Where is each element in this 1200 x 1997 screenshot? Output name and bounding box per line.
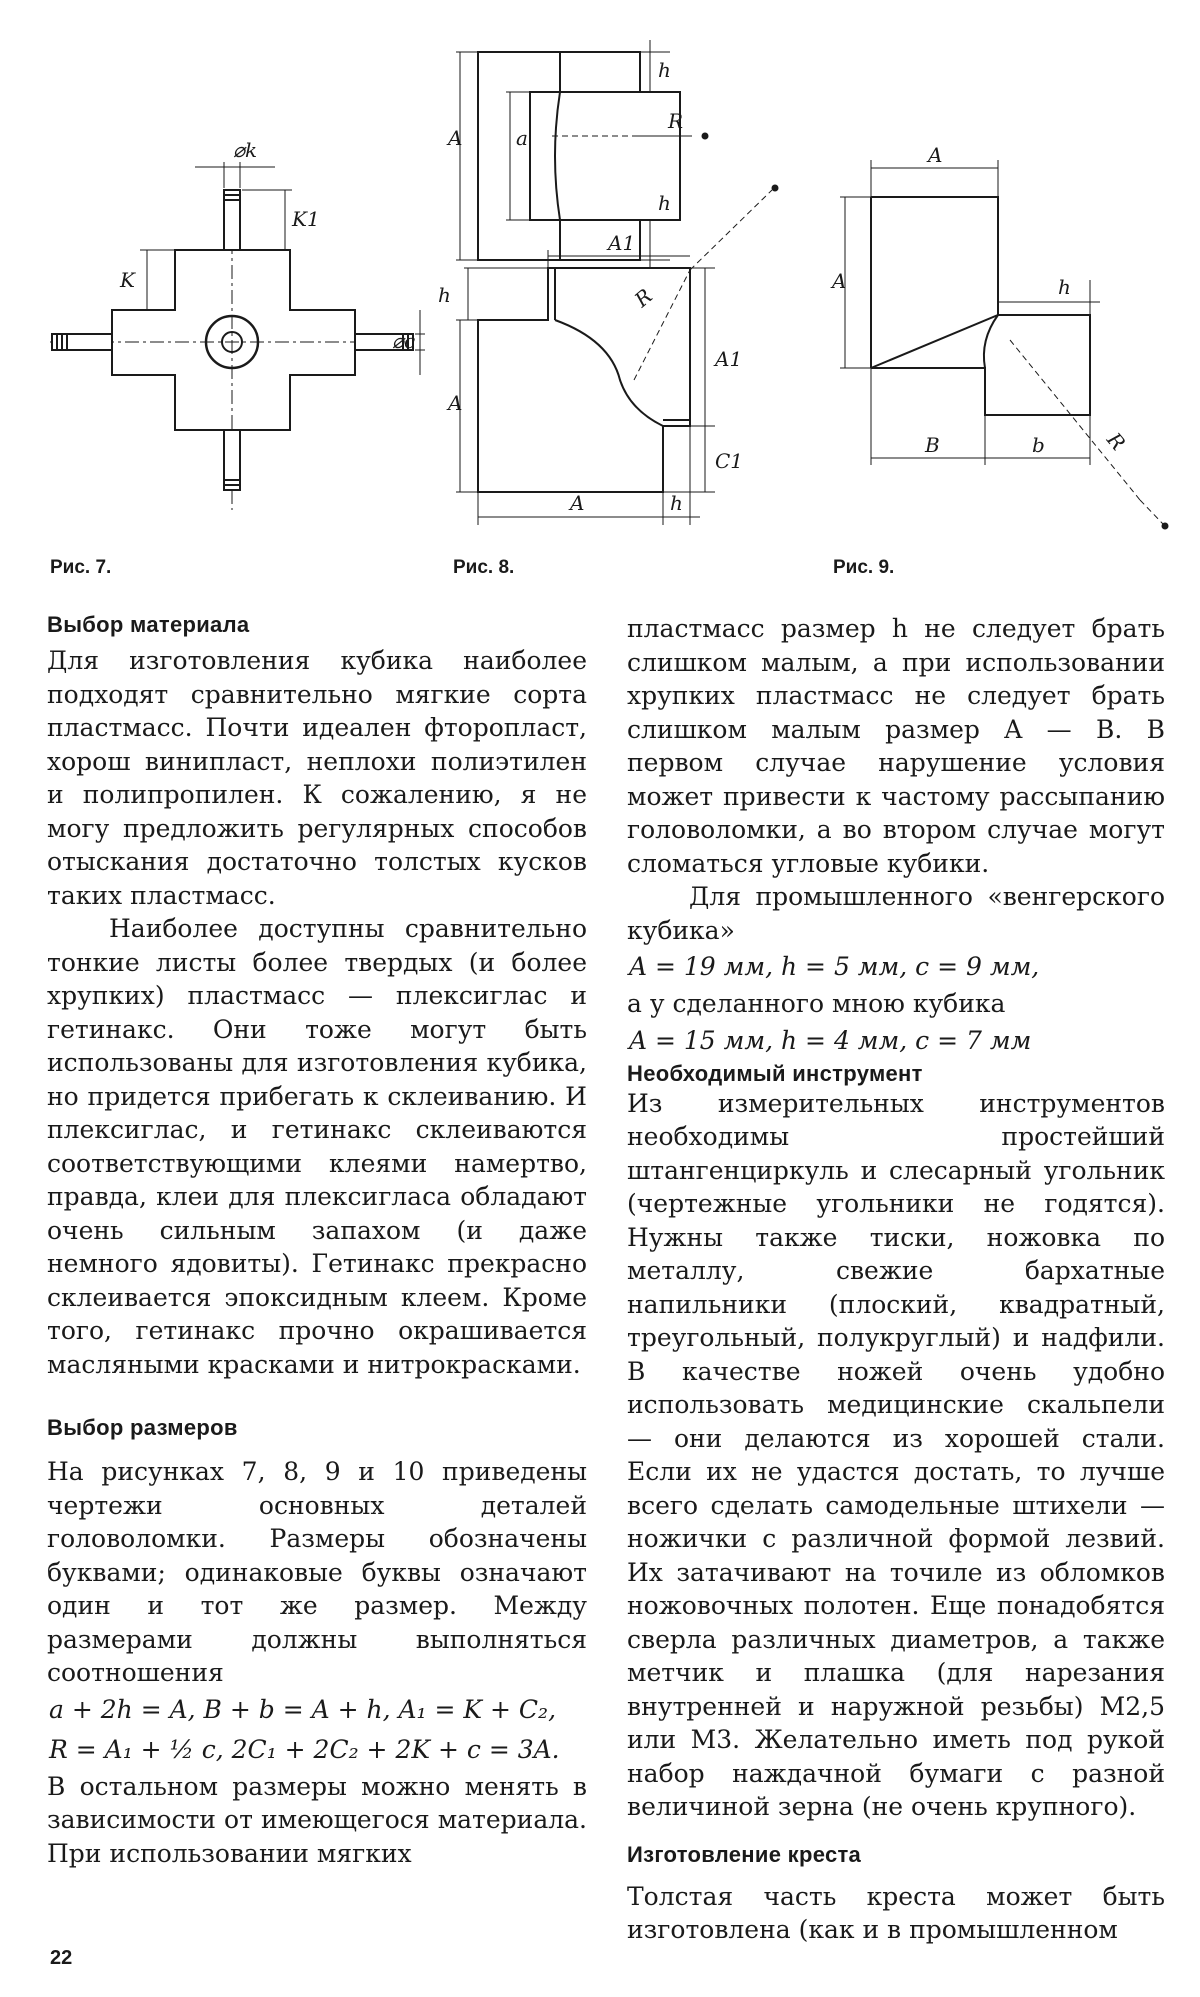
dims-industrial: A = 19 мм, h = 5 мм, c = 9 мм, — [629, 952, 1040, 981]
fig7-label-k1: K1 — [292, 207, 320, 231]
fig8-label-h-mid: h — [658, 191, 671, 215]
para-cross: Толстая часть креста может быть изготовлена (как и в промышленном — [627, 1881, 1165, 1944]
figure-9-drawing — [820, 40, 1180, 580]
heading-tools: Необходимый инструмент — [627, 1060, 923, 1086]
page-number: 22 — [50, 1947, 73, 1969]
fig8-label-a-left: A — [448, 391, 463, 415]
figure-7 — [30, 40, 430, 580]
fig9-label-h: h — [1058, 275, 1071, 299]
fig9-label-b-lower: b — [1032, 433, 1045, 457]
formula-1: a + 2h = A, B + b = A + h, A₁ = K + C₂, — [49, 1694, 557, 1724]
para-mine: а у сделанного мною кубика — [627, 989, 1006, 1018]
figure-9 — [820, 40, 1180, 580]
fig8-label-h-left: h — [438, 283, 451, 307]
fig9-caption: Рис. 9. — [833, 557, 895, 578]
dims-mine: A = 15 мм, h = 4 мм, c = 7 мм — [629, 1025, 1032, 1055]
para-material-2: Наиболее доступны сравнительно тонкие листы более твердых (и более хрупких) пластмасс — плексиглас и гетинакс. Они тоже могут быть использованы для изготовления кубика, но придется прибегать к склеиванию. И плексиглас, и гетинакс склеиваются соответствующими клеями намертво, правда, клеи для плексигласа обладают очень сильным запахом (и даже немного ядовиты). Гетинакс прекрасно склеивается эпоксидным клеем. Кроме того, гетинакс прочно окрашивается масляными красками и нитрокрасками. — [47, 914, 587, 1379]
right-column — [627, 612, 1165, 1947]
fig8-label-a-left-top: A — [448, 126, 463, 150]
fig8-caption: Рис. 8. — [453, 557, 515, 578]
fig8-label-a-bottom: A — [570, 491, 585, 515]
left-column — [47, 612, 587, 1870]
figure-8-drawing — [430, 40, 820, 580]
fig7-label-k-diam: ⌀k — [233, 138, 258, 162]
fig8-label-c1: C1 — [715, 449, 744, 473]
fig9-label-a-top: A — [928, 143, 943, 167]
heading-cross: Изготовление креста — [627, 1841, 862, 1867]
formula-2: R = A₁ + ½ c, 2C₁ + 2C₂ + 2K + c = 3A. — [49, 1734, 560, 1764]
fig7-caption: Рис. 7. — [50, 557, 112, 578]
fig8-label-a: a — [516, 126, 528, 150]
heading-sizes: Выбор размеров — [47, 1415, 238, 1440]
fig9-label-r: R — [1102, 427, 1131, 455]
para-material-1: Для изготовления кубика наиболее подходят сравнительно мягкие сорта пластмасс. Почти идеален фторопласт, хорош винипласт, неплохи полиэтилен и полипропилен. К сожалению, я не могу предложить регулярных способов отыскания достаточно толстых кусков таких пластмасс. — [47, 646, 587, 910]
para-sizes: На рисунках 7, 8, 9 и 10 приведены чертежи основных деталей головоломки. Размеры обозначены буквами; одинаковые буквы означают один и тот же размер. Между размерами должны выполняться соотношения — [47, 1457, 587, 1687]
figure-7-drawing — [30, 40, 430, 580]
figure-8 — [430, 40, 820, 580]
fig8-label-r-top: R — [668, 109, 684, 133]
fig8-label-h-bottom: h — [670, 491, 683, 515]
fig8-label-a1-top: A1 — [608, 231, 636, 255]
fig8-label-a1-right: A1 — [715, 347, 743, 371]
para-tools: Из измерительных инструментов необходимы простейший штангенциркуль и слесарный угольник (чертежные угольники не годятся). Нужны также тиски, ножовка по металлу, свежие бархатные напильники (плоский, квадратный, треугольный, полукруглый) и надфили. В качестве ножей очень удобно использовать медицинские скальпели — они делаются из хорошей стали. Если их не удастся достать, то лучше всего сделать самодельные штихели — ножички с различной формой лезвий. Их затачивают на точиле из обломков ножовочных полотен. Еще понадобятся сверла различных диаметров, а также метчик и плашка (для нарезания внутренней и наружной резьбы) М2,5 или М3. Желательно иметь под рукой набор наждачной бумаги с разной величиной зерна (не очень крупного). — [627, 1088, 1165, 1821]
para-plastics: пластмасс размер h не следует брать слишком малым, а при использовании хрупких пластмасс не следует брать слишком малым размер A — B. В первом случае нарушение условия может привести к частому рассыпанию головоломки, а во втором случае могут сломаться угловые кубики. — [627, 614, 1165, 878]
fig8-label-r-mid: R — [629, 283, 657, 312]
heading-material: Выбор материала — [47, 612, 250, 637]
fig8-label-h-top: h — [658, 58, 671, 82]
fig9-label-b-upper: B — [925, 433, 940, 457]
fig7-label-c-diam: ⌀c — [392, 329, 416, 353]
fig9-label-a-left: A — [832, 269, 847, 293]
fig7-label-k: K — [120, 268, 135, 292]
para-sizes-2: В остальном размеры можно менять в зависимости от имеющегося материала. При использовании мягких — [47, 1771, 587, 1868]
para-industrial: Для промышленного «венгерского кубика» — [627, 882, 1165, 945]
